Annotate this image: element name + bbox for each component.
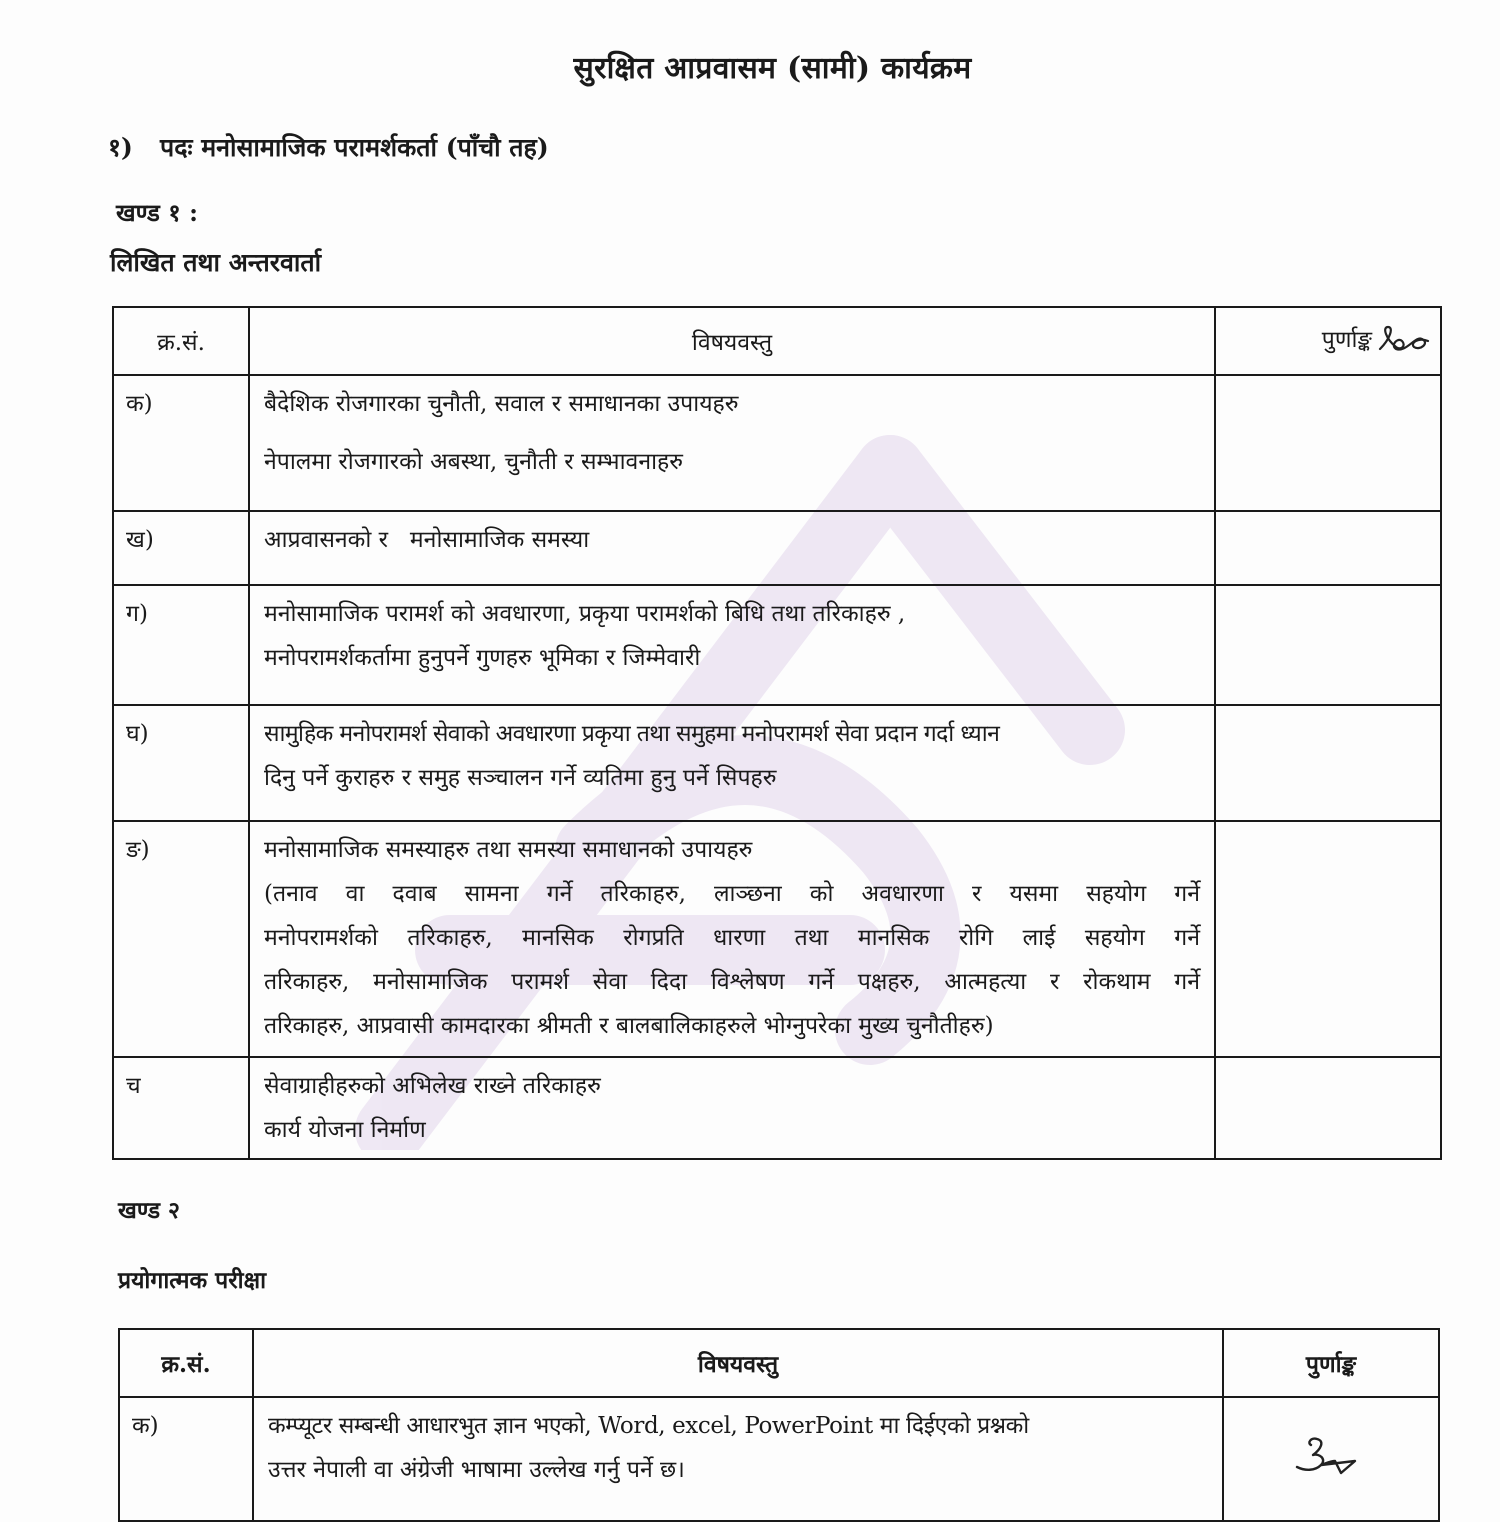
row-serial: च — [113, 1057, 249, 1159]
row-marks — [1215, 705, 1441, 821]
table-row — [113, 821, 1441, 1057]
row-content — [249, 821, 1215, 1057]
row-marks — [1215, 1057, 1441, 1159]
content-line: सामुहिक मनोपरामर्श सेवाको अवधारणा प्रकृया तथा समुहमा मनोपरामर्श सेवा प्रदान गर्दा ध्यान — [264, 721, 1000, 747]
content-line: कार्य योजना निर्माण — [264, 1117, 426, 1143]
table-row — [113, 511, 1441, 585]
table-row — [113, 585, 1441, 705]
row-serial: क) — [119, 1397, 253, 1521]
row-content — [249, 705, 1215, 821]
header-full-marks: पुर्णाङ्क — [1223, 1329, 1439, 1397]
row-content — [249, 375, 1215, 511]
header-full-marks — [1215, 307, 1441, 375]
document-title: सुरक्षित आप्रवासम (सामी) कार्यक्रम — [573, 51, 972, 86]
section1-heading: खण्ड १ : — [116, 198, 198, 227]
content-line: दिनु पर्ने कुराहरु र समुह सञ्चालन गर्ने व्यतिमा हुनु पर्ने सिपहरु — [264, 765, 777, 791]
content-line: तरिकाहरु, मनोसामाजिक परामर्श सेवा दिदा विश्लेषण गर्ने पक्षहरु, आत्महत्या र रोकथाम गर्ने — [264, 969, 1200, 995]
handwritten-marks-80 — [1376, 321, 1432, 361]
section2-syllabus-table — [118, 1328, 1440, 1522]
handwritten-30-icon — [1291, 1431, 1371, 1481]
section2-subheading: प्रयोगात्मक परीक्षा — [118, 1267, 267, 1294]
content-line: मनोसामाजिक समस्याहरु तथा समस्या समाधानको उपायहरु — [264, 837, 753, 863]
table-row — [113, 375, 1441, 511]
table-header-row — [113, 307, 1441, 375]
header-full-marks-label: पुर्णाङ्क — [1321, 327, 1372, 353]
row-content — [253, 1397, 1223, 1521]
post-heading — [108, 130, 549, 164]
header-content: विषयवस्तु — [253, 1329, 1223, 1397]
content-line: मनोपरामर्शकर्तामा हुनुपर्ने गुणहरु भूमिका र जिम्मेवारी — [264, 645, 701, 671]
content-line: मनोपरामर्शको तरिकाहरु, मानसिक रोगप्रति धारणा तथा मानसिक रोगि लाई सहयोग गर्ने — [264, 925, 1200, 951]
table-row — [113, 1057, 1441, 1159]
row-serial: ग) — [113, 585, 249, 705]
content-line: उत्तर नेपाली वा अंग्रेजी भाषामा उल्लेख गर्नु पर्ने छ। — [268, 1457, 685, 1483]
row-marks — [1215, 821, 1441, 1057]
table-header-row — [119, 1329, 1439, 1397]
content-line: सेवाग्राहीहरुको अभिलेख राख्ने तरिकाहरु — [264, 1073, 601, 1099]
post-label: पदः मनोसामाजिक परामर्शकर्ता (पाँचौ तह) — [160, 133, 549, 162]
row-content — [249, 585, 1215, 705]
row-marks — [1215, 375, 1441, 511]
content-line: मनोसामाजिक परामर्श को अवधारणा, प्रकृया परामर्शको बिधि तथा तरिकाहरु , — [264, 601, 906, 627]
header-content: विषयवस्तु — [249, 307, 1215, 375]
content-line: (तनाव वा दवाब सामना गर्ने तरिकाहरु, लाञ्छना को अवधारणा र यसमा सहयोग गर्ने — [264, 881, 1200, 907]
row-content — [249, 511, 1215, 585]
section2-heading: खण्ड २ — [118, 1197, 181, 1224]
content-line: आप्रवासनको र मनोसामाजिक समस्या — [264, 527, 590, 553]
row-serial: ङ) — [113, 821, 249, 1057]
handwritten-80-icon — [1376, 321, 1432, 355]
row-marks — [1215, 585, 1441, 705]
section1-syllabus-table — [112, 306, 1442, 1160]
row-serial: ख) — [113, 511, 249, 585]
table-row — [119, 1397, 1439, 1521]
post-number: १) — [108, 133, 133, 162]
row-content — [249, 1057, 1215, 1159]
content-line: तरिकाहरु, आप्रवासी कामदारका श्रीमती र बालबालिकाहरुले भोग्नुपरेका मुख्य चुनौतीहरु) — [264, 1013, 994, 1039]
row-serial: घ) — [113, 705, 249, 821]
row-serial: क) — [113, 375, 249, 511]
section1-subheading: लिखित तथा अन्तरवार्ता — [110, 248, 322, 277]
header-serial-number: क्र.सं. — [119, 1329, 253, 1397]
row-marks — [1215, 511, 1441, 585]
row-marks — [1223, 1397, 1439, 1521]
table-row — [113, 705, 1441, 821]
content-line: कम्प्यूटर सम्बन्धी आधारभुत ज्ञान भएको, Word, excel, PowerPoint मा दिईएको प्रश्नको — [268, 1413, 1029, 1439]
content-line: नेपालमा रोजगारको अबस्था, चुनौती र सम्भावनाहरु — [264, 449, 684, 475]
content-line: बैदेशिक रोजगारका चुनौती, सवाल र समाधानका उपायहरु — [264, 391, 739, 417]
header-serial-number: क्र.सं. — [113, 307, 249, 375]
